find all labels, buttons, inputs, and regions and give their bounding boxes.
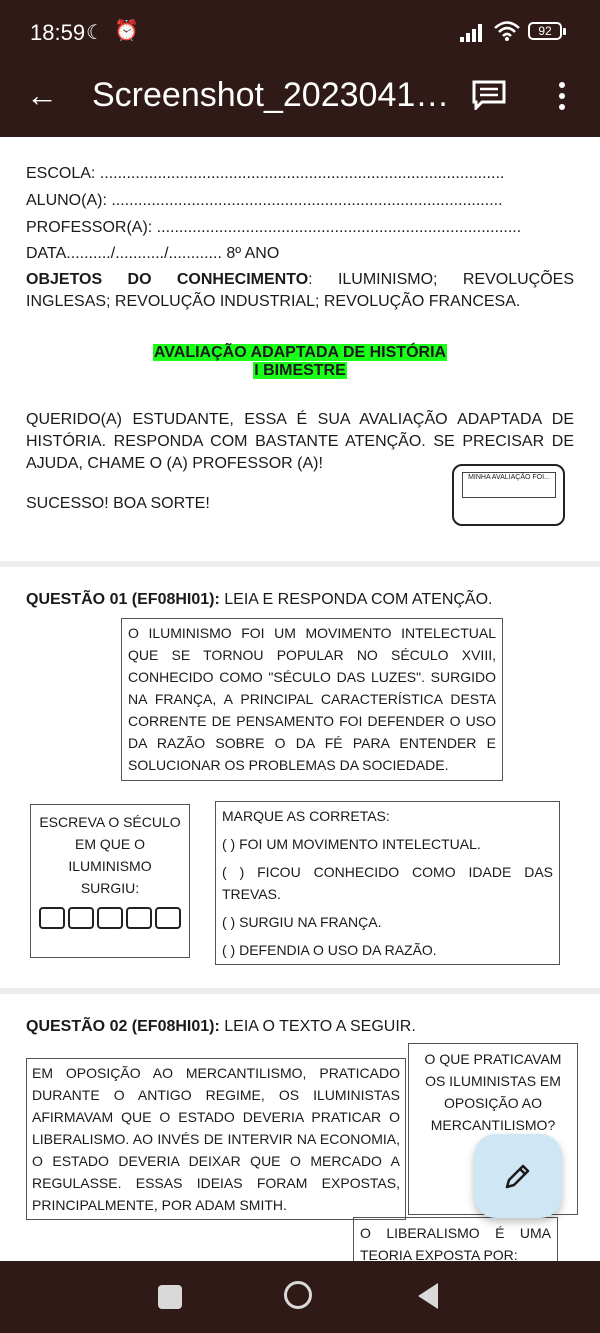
mark-correct-box [215,801,560,965]
exam-title [0,344,600,380]
home-icon[interactable] [284,1281,312,1309]
century-answer-boxes[interactable] [39,907,181,929]
navigation-bar [0,1261,600,1333]
aluno-line: ALUNO(A): ........................................................................................ [26,192,503,209]
rating-box [452,464,565,526]
question-1-text: O ILUMINISMO FOI UM MOVIMENTO INTELECTUAL QUE SE TORNOU POPULAR NO SÉCULO XVIII, CONHECIDO COMO "SÉCULO DAS LUZES". SURGIDO NA FRANÇA, A PRINCIPAL CARACTERÍSTICA DESTA CORRENTE DE PENSAMENTO FOI DEFENDER O USO DA RAZÃO SOBRE O DA FÉ PARA ENTENDER E SOLUCIONAR OS PROBLEMAS DA SOCIEDADE. [128,625,496,773]
escola-line: ESCOLA: ........................................................................................... [26,165,505,182]
do-not-disturb-icon: ☾ [86,22,104,44]
page-separator-2 [0,988,600,994]
century-prompt: ESCREVA O SÉCULO EM QUE O ILUMINISMO SURGIU: [39,814,181,896]
status-time: 18:59 [30,20,86,45]
success-text: SUCESSO! BOA SORTE! [26,495,210,512]
objetos-label: OBJETOS DO CONHECIMENTO [26,271,309,288]
alarm-icon: ⏰ [114,20,139,42]
option-2[interactable]: ( ) FICOU CONHECIDO COMO IDADE DAS TREVAS. [222,864,553,902]
file-title: Screenshot_2023041… [92,76,450,114]
rating-box-label: MINHA AVALIAÇÃO FOI... [462,472,556,498]
question-2-prompt: O QUE PRATICAVAM OS ILUMINISTAS EM OPOSIÇÃO AO MERCANTILISMO? [424,1051,562,1133]
recents-icon[interactable] [158,1285,182,1309]
option-1[interactable]: ( ) FOI UM MOVIMENTO INTELECTUAL. [222,836,481,852]
wifi-icon [494,20,520,42]
question-2-text-box [26,1058,406,1220]
objetos-text: : ILUMINISMO; REVOLUÇÕES INGLESAS; REVOLUÇÃO INDUSTRIAL; REVOLUÇÃO FRANCESA. [26,271,574,310]
liberalismo-prompt: O LIBERALISMO É UMA TEORIA EXPOSTA POR: [360,1225,551,1261]
century-box [30,804,190,958]
liberalismo-box [353,1217,558,1261]
more-options-icon[interactable] [552,80,572,112]
pencil-icon [503,1161,533,1191]
comment-icon[interactable] [472,80,506,110]
signal-icon [460,24,488,42]
question-1-text-box [121,618,503,781]
professor-line: PROFESSOR(A): .................................................................................. [26,219,522,236]
question-2-text: EM OPOSIÇÃO AO MERCANTILISMO, PRATICADO DURANTE O ANTIGO REGIME, OS ILUMINISTAS AFIRMAVAM QUE O ESTADO DEVERIA PRATICAR O LIBERALISMO. AO INVÉS DE INTERVIR NA ECONOMIA, O ESTADO DEVERIA DEIXAR QUE O MERCADO A REGULASSE. ESSAS IDEIAS FORAM EXPOSTAS, PRINCIPALMENTE, POR ADAM SMITH. [32,1065,400,1213]
battery-icon: 92 [528,22,562,40]
document-view[interactable] [0,137,600,1261]
data-line: DATA........../.........../............ 8º ANO [26,245,280,262]
option-3[interactable]: ( ) SURGIU NA FRANÇA. [222,914,382,930]
exam-title-line2: I BIMESTRE [254,362,346,379]
intro-paragraph: QUERIDO(A) ESTUDANTE, ESSA É SUA AVALIAÇÃO ADAPTADA DE HISTÓRIA. RESPONDA COM BASTANTE ATENÇÃO. SE PRECISAR DE AJUDA, CHAME O (A) PROFESSOR (A)! [26,411,574,472]
question-2-title: QUESTÃO 02 (EF08HI01): LEIA O TEXTO A SEGUIR. [26,1018,416,1035]
nav-back-icon[interactable] [418,1283,438,1309]
question-1-title: QUESTÃO 01 (EF08HI01): LEIA E RESPONDA COM ATENÇÃO. [26,591,493,608]
option-4[interactable]: ( ) DEFENDIA O USO DA RAZÃO. [222,942,437,958]
objetos-paragraph [26,269,574,313]
status-bar [0,0,600,66]
mark-title: MARQUE AS CORRETAS: [222,808,390,824]
page-separator [0,561,600,567]
edit-button[interactable] [474,1134,562,1218]
back-arrow-icon[interactable]: ← [26,77,58,113]
app-bar [0,66,600,137]
exam-title-line1: AVALIAÇÃO ADAPTADA DE HISTÓRIA [153,344,447,361]
